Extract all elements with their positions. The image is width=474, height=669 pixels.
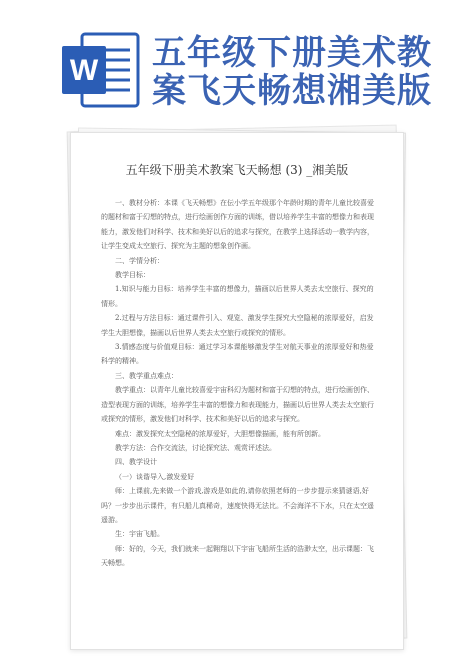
paragraph-methods: 教学方法：合作交流法，讨论探究法、观赏评述法。 <box>115 443 276 452</box>
page-header <box>0 0 474 118</box>
paragraph-goal-2: 2.过程与方法目标：通过课件引入、观览、激发学生探究大空隐秘的浓厚爱好，启发学生大胆想像，描画以后世界人类去太空旅行或探究的情形。 <box>101 314 374 337</box>
paragraph-teacher-riddle: 师：上课前,先来做一个游戏,游戏是如此的,请你依照老师的一步步提示来猜谜语,好吗？一步步出示课件，有只船儿真稀奇，速度快得无法比。不会海洋不下水，只在太空遥遥游。 <box>101 487 374 524</box>
word-icon-letter: W <box>69 54 99 87</box>
paragraph-intro-heading: （一）谈谐导入,激发爱好 <box>115 472 195 481</box>
paragraph-student-answer: 生：宇宙飞船。 <box>115 530 164 539</box>
paragraph-difficulty: 难点：激发探究太空隐秘的浓厚爱好，大胆想像描画，能有所创新。 <box>115 429 325 438</box>
paragraph-key-points-heading: 三、教学重点难点： <box>115 371 178 380</box>
paragraph-design-heading: 四、教学设计 <box>115 458 157 467</box>
paragraph-goal-3: 3.情感态度与价值观目标：通过学习本课能够激发学生对航天事业的浓厚爱好和热爱科学的精神。 <box>101 343 374 366</box>
paragraph-teacher-topic: 师：好的，今天，我们就来一起翱翔以下宇宙飞船所生活的浩渺太空，出示课题：飞天畅想。 <box>101 544 374 568</box>
document-page <box>70 132 404 650</box>
header-title-line-2: 案飞天畅想湘美版 <box>152 72 432 110</box>
paragraph-goal-1: 1.知识与能力目标：培养学生丰富的想像力，描画以后世界人类去太空旅行、探究的情形。 <box>101 285 374 308</box>
word-document-icon <box>60 30 142 110</box>
header-title-line-1: 五年级下册美术教 <box>152 34 432 72</box>
paragraph-key-points: 教学重点：以青年儿童比较喜爱宇宙科幻为题材和富于幻想的特点，进行绘画创作、造型表现方面的训练，培养学生丰富的想像力和表现能力，描画以后世界人类去太空旅行或探究的情形，激发他们对科学、技术和美好以后的追求与探究。 <box>101 386 374 424</box>
paragraph-material-analysis: 一、教材分析：本课《飞天畅想》在伝小学五年级那个年龄时期的青年儿童比较喜爱的题材和富于幻想的特点，进行绘画创作方面的训练，借以培养学生丰富的想像力和表现能力，激发他们对科学、技术和美好以后的追求与探究，在教学上选择活动一教学内容，让学生变成太空旅行、探究为主题的想象创作画。 <box>101 199 374 251</box>
paragraph-teaching-goals: 教学目标： <box>115 271 150 280</box>
document-title: 五年级下册美术教案飞天畅想 (3) _湘美版 <box>125 163 349 177</box>
document-body <box>71 196 403 571</box>
paragraph-learning-analysis: 二、学情分析： <box>115 256 164 265</box>
